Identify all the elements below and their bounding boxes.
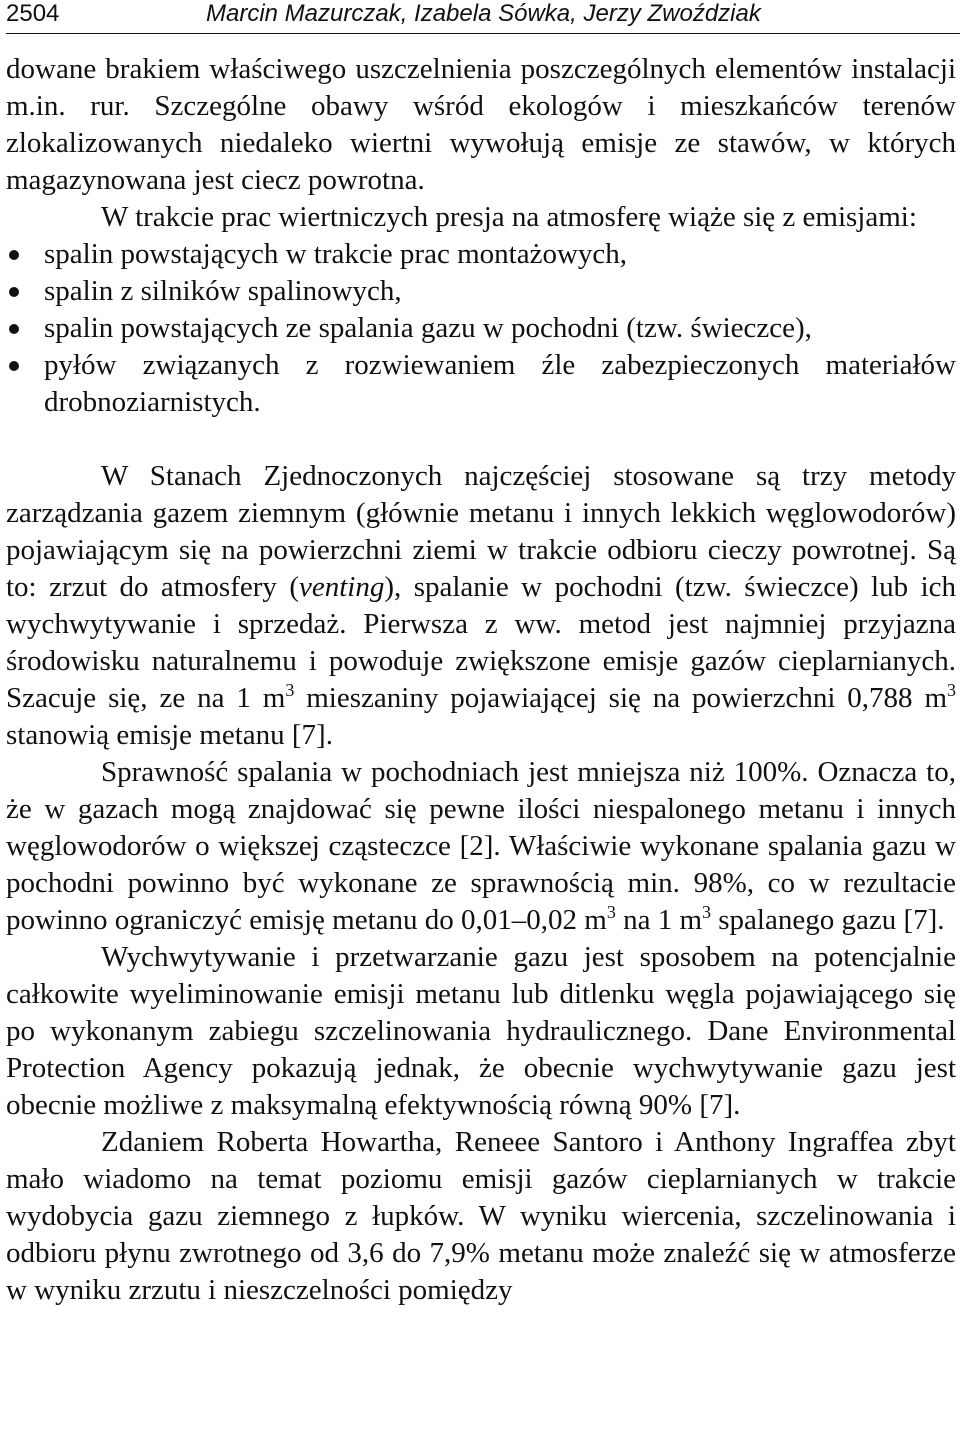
paragraph-flaring-efficiency: [6, 754, 956, 939]
list-item: [6, 236, 956, 273]
list-item-text: spalin powstających w trakcie prac montażowych,: [44, 238, 628, 270]
page-number: 2504: [6, 0, 60, 27]
bullet-icon: [9, 250, 19, 260]
paragraph-gas-capture: Wychwytywanie i przetwarzanie gazu jest sposobem na potencjalnie całkowite wyeliminowanie emisji metanu lub ditlenku węgla pojawiającego się po wykonanym zabiegu szczelinowania hydraulicznego. Dane Environmental Protection Agency pokazują jednak, że obecnie wychwytywanie gazu jest obecnie możliwe z maksymalną efektywnością równą 90% [7].: [6, 941, 956, 1121]
list-item: [6, 310, 956, 347]
paragraph-howarth-opinion: Zdaniem Roberta Howartha, Reneee Santoro i Anthony Ingraffea zbyt mało wiadomo na temat poziomu emisji gazów cieplarnianych w trakcie wydobycia gazu ziemnego z łupków. W wyniku wiercenia, szczelinowania i odbioru płynu zwrotnego od 3,6 do 7,9% metanu może znaleźć się w atmosferze w wyniku zrzutu i nieszczelności pomiędzy: [6, 1126, 956, 1306]
emissions-list: [6, 236, 956, 421]
document-page: [6, 0, 956, 1309]
text-run: mieszaniny pojawiającej się na powierzchni 0,788 m: [294, 682, 948, 714]
list-item: [6, 273, 956, 310]
list-item-text: spalin powstających ze spalania gazu w pochodni (tzw. świeczce),: [44, 312, 812, 344]
paragraph-emissions-intro: W trakcie prac wiertniczych presja na atmosferę wiąże się z emisjami:: [101, 201, 917, 233]
list-item-text: pyłów związanych z rozwiewaniem źle zabezpieczonych materiałów drobnoziarnistych.: [44, 349, 956, 418]
running-header: [6, 0, 956, 28]
text-run: Sprawność spalania w pochodniach jest mniejsza niż 100%. Oznacza to, że w gazach mogą znajdować się pewne ilości niespalonego metanu i innych węglowodorów o większej cząsteczce [2]. Właściwie wykonane spalania gazu w pochodni powinno być wykonane ze sprawnością min. 98%, co w rezultacie powinno ograniczyć emisję metanu do 0,01–0,02 m: [6, 756, 956, 936]
list-item-text: spalin z silników spalinowych,: [44, 275, 402, 307]
list-item: [6, 347, 956, 421]
superscript: 3: [606, 902, 616, 922]
superscript: 3: [285, 680, 295, 700]
superscript: 3: [947, 680, 957, 700]
venting-term: venting: [299, 571, 385, 603]
bullet-icon: [9, 287, 19, 297]
text-run: na 1 m: [615, 904, 703, 936]
text-run: spalanego gazu [7].: [711, 904, 945, 936]
body-text: [6, 51, 956, 1309]
header-rule: [6, 33, 960, 34]
text-run: stanowią emisje metanu [7].: [6, 719, 333, 751]
header-authors: Marcin Mazurczak, Izabela Sówka, Jerzy Zwoździak: [206, 0, 761, 27]
bullet-icon: [9, 324, 19, 334]
text-run: W Stanach Zjednoczonych najczęściej stosowane są trzy metody zarządzania gazem ziemnym (głównie metanu i innych lekkich węglowodorów) pojawiającym się na powierzchni ziemi w trakcie odbioru cieczy powrotnej. Są to: zrzut do atmosfery (: [6, 460, 956, 603]
bullet-icon: [9, 361, 19, 371]
paragraph-continued: dowane brakiem właściwego uszczelnienia poszczególnych elementów instalacji m.in. rur. Szczególne obawy wśród ekologów i mieszkańców terenów zlokalizowanych niedaleko wiertni wywołują emisje ze stawów, w których magazynowana jest ciecz powrotna.: [6, 53, 956, 196]
superscript: 3: [702, 902, 712, 922]
text-run: ), spalanie w pochodni (tzw. świeczce) lub ich wychwytywanie i sprzedaż. Pierwsza z ww. metod jest najmniej przyjazna środowisku naturalnemu i powoduje zwiększone emisje gazów cieplarnianych. Szacuje się, ze na 1 m: [6, 571, 956, 714]
paragraph-gas-management: [6, 458, 956, 754]
